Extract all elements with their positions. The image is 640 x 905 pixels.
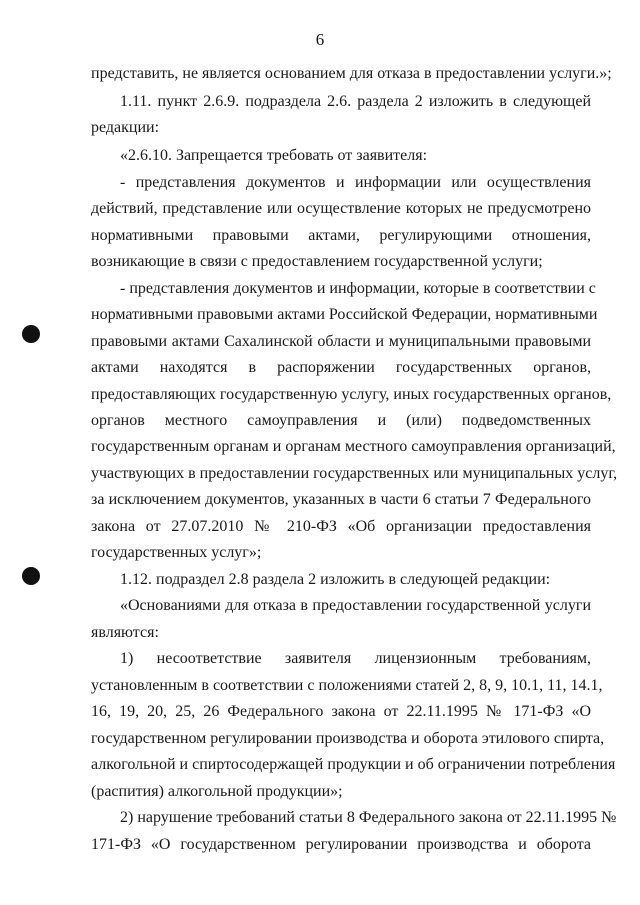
text-line: установленным в соответствии с положениями статей 2, 8, 9, 10.1, 11, 14.1, [91,677,603,694]
text-line: 2) нарушение требований статьи 8 Федерального закона от 22.11.1995 № [120,809,617,826]
text-line: редакции: [91,119,160,136]
text-line: являются: [91,624,159,641]
punch-hole [22,567,40,585]
text-line: 171-ФЗ «О государственном регулировании производства и оборота [91,836,591,853]
text-line: представить, не является основанием для отказа в предоставлении услуги.»; [91,65,612,82]
text-line: нормативными правовыми актами, регулирующими отношения, [91,227,591,244]
text-line: предоставляющих государственную услугу, иных государственных органов, [91,386,612,403]
text-line: действий, представление или осуществление которых не предусмотрено [91,200,591,217]
page-number: 6 [315,30,325,49]
text-line: государственном регулировании производства и оборота этилового спирта, [91,730,605,747]
text-line: органов местного самоуправления и (или) подведомственных [91,412,591,429]
text-line: государственных услуг»; [91,544,262,561]
text-line: возникающие в связи с предоставлением государственной услуги; [91,253,543,270]
text-line: правовыми актами Сахалинской области и муниципальными правовыми [91,333,591,350]
text-line: 16, 19, 20, 25, 26 Федерального закона от 22.11.1995 № 171-ФЗ «О [91,703,591,720]
text-line: государственным органам и органам местного самоуправления организаций, [91,438,616,455]
text-line: 1.12. подраздел 2.8 раздела 2 изложить в следующей редакции: [120,571,551,588]
text-line: «2.6.10. Запрещается требовать от заявителя: [120,147,428,164]
text-line: алкогольной и спиртосодержащей продукции и об ограничении потребления [91,756,616,773]
text-line: закона от 27.07.2010 № 210-ФЗ «Об организации предоставления [91,518,591,535]
text-line: - представления документов и информации, которые в соответствии с [120,280,596,297]
text-line: 1) несоответствие заявителя лицензионным требованиям, [120,650,591,667]
punch-hole [22,325,40,343]
text-line: «Основаниями для отказа в предоставлении государственной услуги [120,597,591,614]
text-line: (распития) алкогольной продукции»; [91,783,343,800]
text-line: нормативными правовыми актами Российской Федерации, нормативными [91,306,598,323]
text-line: участвующих в предоставлении государственных или муниципальных услуг, [91,465,618,482]
text-line: актами находятся в распоряжении государственных органов, [91,359,591,376]
text-line: 1.11. пункт 2.6.9. подраздела 2.6. раздела 2 изложить в следующей [120,93,591,110]
text-line: за исключением документов, указанных в части 6 статьи 7 Федерального [91,491,591,508]
text-line: - представления документов и информации или осуществления [120,174,591,191]
